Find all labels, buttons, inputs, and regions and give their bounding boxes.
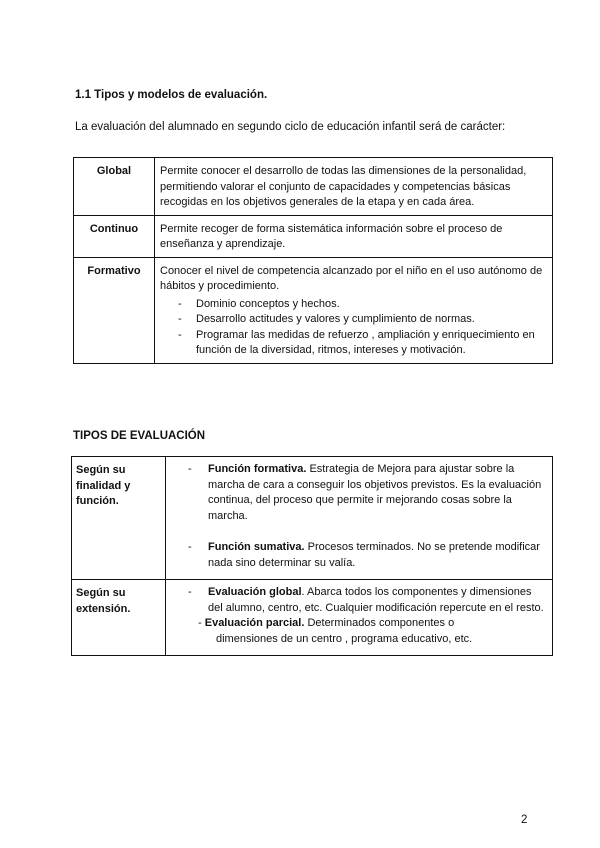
list-item [188, 462, 548, 524]
evaluacion-parcial-title: Evaluación parcial. [204, 617, 305, 629]
function-formativa-title: Función formativa. [208, 463, 307, 475]
table-row [72, 457, 553, 580]
row-label-extension: Según su extensión. [72, 580, 166, 656]
row-label-global: Global [74, 158, 155, 216]
formativo-bullet-list [160, 297, 546, 359]
list-item [188, 585, 548, 616]
row-description-extension [166, 580, 553, 656]
function-formativa-text: Estrategia de Mejora para ajustar sobre la marcha de cara a conseguir los objetivos previstos. Es la evaluación continua, del proceso que permite ir mejorando cosas sobre la marcha. [208, 463, 542, 522]
list-item: - Dominio conceptos y hechos. [178, 297, 546, 313]
list-item [188, 540, 548, 571]
tipos-heading: TIPOS DE EVALUACIÓN [73, 430, 206, 442]
row-label-finalidad: Según su finalidad y función. [72, 457, 166, 580]
evaluacion-global-text: . Abarca todos los componentes y dimensiones del alumno, centro, etc. Cualquier modificación repercute en el resto. [208, 586, 544, 614]
table-row [74, 257, 553, 363]
list-item: - Evaluación parcial. Determinados componentes o dimensiones de un centro , programa educativo, etc. [188, 616, 548, 647]
table-row [74, 158, 553, 216]
row-label-continuo: Continuo [74, 215, 155, 257]
row-description-continuo: Permite recoger de forma sistemática información sobre el proceso de enseñanza y aprendizaje. [155, 215, 553, 257]
row-description-finalidad [166, 457, 553, 580]
list-item: - Programar las medidas de refuerzo , ampliación y enriquecimiento en función de la diversidad, ritmos, intereses y motivación. [178, 328, 546, 359]
intro-text: La evaluación del alumnado en segundo ciclo de educación infantil será de carácter: [75, 121, 506, 133]
section-heading: 1.1 Tipos y modelos de evaluación. [75, 89, 268, 101]
evaluacion-parcial-continuation: dimensiones de un centro , programa educativo, etc. [216, 632, 473, 645]
page-number: 2 [521, 814, 528, 826]
row-description-formativo [155, 257, 553, 363]
row-label-formativo: Formativo [74, 257, 155, 363]
evaluation-character-table [73, 157, 553, 364]
table-row [74, 215, 553, 257]
row-description-global: Permite conocer el desarrollo de todas las dimensiones de la personalidad, permitiendo valorar el conjunto de capacidades y competencias básicas recogidas en los objetivos generales de la etapa y en cada área. [155, 158, 553, 216]
evaluacion-parcial-text: Determinados componentes o [304, 617, 455, 629]
function-sumativa-title: Función sumativa. [208, 541, 305, 553]
evaluacion-global-title: Evaluación global [208, 586, 302, 598]
evaluation-types-table [71, 456, 553, 656]
function-sumativa-text: Procesos terminados. No se pretende modificar nada sino determinar su valía. [208, 541, 540, 569]
table-row [72, 580, 553, 656]
list-item: - Desarrollo actitudes y valores y cumplimiento de normas. [178, 312, 546, 328]
formativo-text: Conocer el nivel de competencia alcanzado por el niño en el uso autónomo de hábitos y procedimiento. [160, 264, 543, 292]
